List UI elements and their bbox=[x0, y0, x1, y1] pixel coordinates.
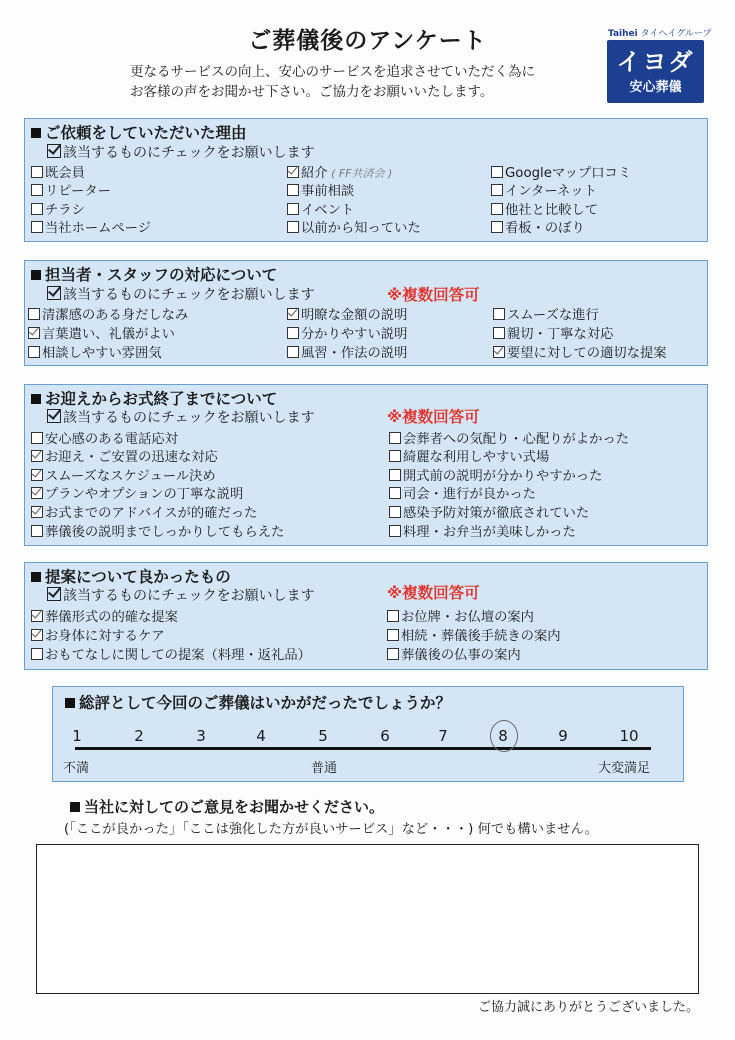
option-checkbox[interactable] bbox=[287, 220, 421, 238]
rating-label-high: 大変満足 bbox=[598, 761, 651, 776]
option-label: お式までのアドバイスが的確だった bbox=[45, 506, 258, 521]
option-checkbox[interactable] bbox=[31, 647, 311, 665]
checkbox-icon[interactable] bbox=[31, 184, 43, 196]
checked-checkbox-icon[interactable] bbox=[28, 327, 40, 339]
rating-number[interactable]: 1 bbox=[72, 727, 82, 745]
option-checkbox[interactable] bbox=[287, 345, 407, 363]
option-checkbox[interactable] bbox=[28, 307, 188, 325]
option-checkbox[interactable] bbox=[31, 202, 85, 220]
checkbox-icon[interactable] bbox=[493, 308, 505, 320]
checkbox-icon[interactable] bbox=[491, 166, 503, 178]
option-label: 相続・葬儀後手続きの案内 bbox=[401, 629, 561, 644]
option-label: イベント bbox=[301, 203, 355, 218]
checked-checkbox-icon[interactable] bbox=[287, 308, 299, 320]
rating-label-low: 不満 bbox=[63, 761, 90, 776]
checkbox-icon[interactable] bbox=[387, 629, 399, 641]
rating-number[interactable]: 8 bbox=[498, 727, 508, 745]
option-checkbox[interactable] bbox=[493, 345, 667, 363]
option-label: スムーズなスケジュール決め bbox=[45, 469, 216, 484]
option-label: 開式前の説明が分かりやすかった bbox=[403, 469, 603, 484]
rating-number[interactable]: 10 bbox=[619, 727, 639, 745]
rating-scale-line bbox=[75, 747, 651, 750]
option-label: 言葉遣い、礼儀がよい bbox=[42, 327, 175, 342]
option-checkbox[interactable] bbox=[287, 326, 407, 344]
section-subtitle: 該当するものにチェックをお願いします bbox=[47, 585, 315, 605]
opinion-title: 当社に対してのご意見をお聞かせください。 bbox=[70, 796, 384, 817]
brand-group-suffix: タイヘイグループ bbox=[640, 29, 712, 39]
option-checkbox[interactable] bbox=[491, 183, 597, 201]
multiple-answer-note: ※複数回答可 bbox=[387, 408, 480, 426]
option-checkbox[interactable] bbox=[389, 449, 549, 467]
checked-checkbox-icon[interactable] bbox=[31, 506, 43, 518]
checkbox-icon[interactable] bbox=[287, 221, 299, 233]
section-title: 提案について良かったもの bbox=[31, 565, 231, 587]
option-label: 相談しやすい雰囲気 bbox=[42, 346, 162, 361]
checkmark-icon bbox=[47, 587, 61, 601]
option-checkbox[interactable] bbox=[31, 609, 178, 627]
checkmark-icon bbox=[47, 409, 61, 423]
option-checkbox[interactable] bbox=[493, 326, 613, 344]
section-title: 担当者・スタッフの対応について bbox=[31, 263, 277, 285]
checkbox-icon[interactable] bbox=[491, 203, 503, 215]
checked-checkbox-icon[interactable] bbox=[31, 629, 43, 641]
option-checkbox[interactable] bbox=[287, 202, 354, 220]
checkbox-icon[interactable] bbox=[491, 221, 503, 233]
checkbox-icon[interactable] bbox=[389, 487, 401, 499]
selected-circle-mark bbox=[490, 720, 518, 752]
option-label: お迎え・ご安置の迅速な対応 bbox=[45, 450, 218, 465]
option-checkbox[interactable] bbox=[31, 183, 111, 201]
checkbox-icon[interactable] bbox=[389, 450, 401, 462]
option-checkbox[interactable] bbox=[287, 165, 392, 183]
checkbox-icon[interactable] bbox=[31, 166, 43, 178]
option-label: 明瞭な金額の説明 bbox=[301, 308, 408, 323]
checkbox-icon[interactable] bbox=[387, 610, 399, 622]
square-bullet-icon bbox=[31, 128, 41, 138]
checked-checkbox-icon[interactable] bbox=[31, 610, 43, 622]
option-label: 分かりやすい説明 bbox=[301, 327, 408, 342]
checkbox-icon[interactable] bbox=[31, 648, 43, 660]
checkbox-icon[interactable] bbox=[287, 184, 299, 196]
rating-number[interactable]: 6 bbox=[380, 727, 390, 745]
option-label: 当社ホームページ bbox=[45, 221, 152, 236]
checkmark-icon bbox=[47, 144, 61, 158]
intro-line-1: 更なるサービスの向上、安心のサービスを追求させていただく為に bbox=[130, 64, 535, 80]
option-checkbox[interactable] bbox=[387, 628, 561, 646]
option-label: 以前から知っていた bbox=[301, 221, 421, 236]
page-title: ご葬儀後のアンケート bbox=[248, 28, 487, 54]
opinion-subtitle: (「ここが良かった」「ここは強化した方が良いサービス」など・・・) 何でも構いません。 bbox=[64, 822, 598, 837]
option-checkbox[interactable] bbox=[287, 307, 407, 325]
handwritten-note: ( FF共済会 ) bbox=[327, 167, 393, 180]
option-checkbox[interactable] bbox=[491, 220, 585, 238]
checkbox-icon[interactable] bbox=[287, 346, 299, 358]
option-checkbox[interactable] bbox=[389, 524, 576, 542]
checkbox-icon[interactable] bbox=[387, 648, 399, 660]
checkbox-icon[interactable] bbox=[31, 203, 43, 215]
option-checkbox[interactable] bbox=[28, 326, 175, 344]
rating-number[interactable]: 9 bbox=[558, 727, 568, 745]
option-label: チラシ bbox=[45, 203, 85, 218]
checkbox-icon[interactable] bbox=[389, 432, 401, 444]
checkbox-icon[interactable] bbox=[31, 525, 43, 537]
square-bullet-icon bbox=[31, 394, 41, 404]
checked-checkbox-icon[interactable] bbox=[31, 450, 43, 462]
option-checkbox[interactable] bbox=[31, 628, 165, 646]
option-checkbox[interactable] bbox=[31, 486, 243, 504]
checked-checkbox-icon[interactable] bbox=[31, 469, 43, 481]
option-checkbox[interactable] bbox=[389, 431, 629, 449]
rating-label-mid: 普通 bbox=[311, 761, 338, 776]
square-bullet-icon bbox=[70, 802, 80, 812]
logo-main-text: イヨダ bbox=[616, 48, 695, 76]
option-label: お位牌・お仏壇の案内 bbox=[401, 610, 534, 625]
checked-checkbox-icon[interactable] bbox=[31, 487, 43, 499]
option-label: 綺麗な利用しやすい式場 bbox=[403, 450, 550, 465]
option-checkbox[interactable] bbox=[287, 183, 354, 201]
checkbox-icon[interactable] bbox=[389, 506, 401, 518]
section-title: ご依頼をしていただいた理由 bbox=[31, 121, 247, 143]
multiple-answer-note: ※複数回答可 bbox=[387, 286, 480, 304]
checkbox-icon[interactable] bbox=[28, 346, 40, 358]
option-checkbox[interactable] bbox=[389, 505, 589, 523]
checkbox-icon[interactable] bbox=[491, 184, 503, 196]
option-checkbox[interactable] bbox=[491, 202, 598, 220]
rating-question: 総評として今回のご葬儀はいかがだったでしょうか？ bbox=[65, 691, 451, 713]
logo-sub-text: 安心葬儀 bbox=[629, 80, 682, 95]
option-label: 司会・進行が良かった bbox=[403, 487, 536, 502]
option-label: 葬儀後の仏事の案内 bbox=[401, 648, 521, 663]
option-checkbox[interactable] bbox=[31, 449, 218, 467]
rating-number[interactable]: 4 bbox=[256, 727, 266, 745]
option-label: 料理・お弁当が美味しかった bbox=[403, 525, 576, 540]
option-checkbox[interactable] bbox=[31, 165, 85, 183]
option-label: 看板・のぼり bbox=[505, 221, 585, 236]
option-checkbox[interactable] bbox=[31, 468, 216, 486]
section-subtitle: 該当するものにチェックをお願いします bbox=[47, 142, 315, 162]
checked-checkbox-icon[interactable] bbox=[287, 166, 299, 178]
section-staff bbox=[24, 260, 708, 366]
square-bullet-icon bbox=[31, 572, 41, 582]
checkbox-icon[interactable] bbox=[31, 221, 43, 233]
section-ceremony bbox=[24, 384, 708, 546]
section-proposal bbox=[24, 562, 708, 670]
section-subtitle: 該当するものにチェックをお願いします bbox=[47, 407, 315, 427]
checkbox-icon[interactable] bbox=[31, 432, 43, 444]
option-label: 風習・作法の説明 bbox=[301, 346, 408, 361]
square-bullet-icon bbox=[65, 698, 75, 708]
rating-number[interactable]: 7 bbox=[438, 727, 448, 745]
option-label: 安心感のある電話応対 bbox=[45, 432, 178, 447]
option-label: インターネット bbox=[505, 184, 597, 199]
intro-line-2: お客様の声をお聞かせ下さい。ご協力をお願いいたします。 bbox=[130, 84, 494, 100]
option-label: スムーズな進行 bbox=[507, 308, 599, 323]
option-label: 会葬者への気配り・心配りがよかった bbox=[403, 432, 630, 447]
option-checkbox[interactable] bbox=[389, 486, 536, 504]
option-label: 他社と比較して bbox=[505, 203, 599, 218]
option-label: 事前相談 bbox=[301, 184, 355, 199]
option-label: おもてなしに関しての提案（料理・返礼品） bbox=[45, 648, 311, 663]
option-label: 感染予防対策が徹底されていた bbox=[403, 506, 590, 521]
option-checkbox[interactable] bbox=[31, 524, 284, 542]
option-label: 既会員 bbox=[45, 166, 85, 181]
checkbox-icon[interactable] bbox=[287, 203, 299, 215]
brand-group-name: Taihei bbox=[608, 29, 638, 39]
section-title: お迎えからお式終了までについて bbox=[31, 387, 277, 409]
option-label: 清潔感のある身だしなみ bbox=[42, 308, 189, 323]
option-checkbox[interactable] bbox=[387, 609, 534, 627]
multiple-answer-note: ※複数回答可 bbox=[387, 584, 480, 602]
thanks-message: ご協力誠にありがとうございました。 bbox=[478, 1000, 700, 1015]
option-checkbox[interactable] bbox=[491, 165, 631, 183]
overall-rating bbox=[52, 686, 684, 782]
option-label: お身体に対するケア bbox=[45, 629, 165, 644]
option-checkbox[interactable] bbox=[387, 647, 521, 665]
intro-text bbox=[130, 62, 600, 102]
company-logo bbox=[607, 40, 704, 103]
option-label: 親切・丁寧な対応 bbox=[507, 327, 614, 342]
rating-number[interactable]: 2 bbox=[134, 727, 144, 745]
section-reason bbox=[24, 118, 708, 242]
brand-group bbox=[608, 26, 712, 39]
option-label: 要望に対しての適切な提案 bbox=[507, 346, 667, 361]
checkbox-icon[interactable] bbox=[287, 327, 299, 339]
option-checkbox[interactable] bbox=[28, 345, 162, 363]
rating-number[interactable]: 3 bbox=[196, 727, 206, 745]
option-label: プランやオプションの丁寧な説明 bbox=[45, 487, 244, 502]
option-label: リピーター bbox=[45, 184, 111, 199]
option-checkbox[interactable] bbox=[31, 505, 257, 523]
checkbox-icon[interactable] bbox=[493, 327, 505, 339]
checked-checkbox-icon[interactable] bbox=[493, 346, 505, 358]
checkmark-icon bbox=[47, 286, 61, 300]
comment-textarea[interactable] bbox=[36, 844, 699, 994]
option-checkbox[interactable] bbox=[389, 468, 602, 486]
rating-number[interactable]: 5 bbox=[318, 727, 328, 745]
option-label: Googleマップ口コミ bbox=[505, 166, 632, 181]
checkbox-icon[interactable] bbox=[389, 469, 401, 481]
option-label: 紹介 bbox=[301, 166, 328, 181]
option-label: 葬儀後の説明までしっかりしてもらえた bbox=[45, 525, 285, 540]
checkbox-icon[interactable] bbox=[389, 525, 401, 537]
option-checkbox[interactable] bbox=[493, 307, 599, 325]
option-checkbox[interactable] bbox=[31, 431, 178, 449]
checkbox-icon[interactable] bbox=[28, 308, 40, 320]
option-checkbox[interactable] bbox=[31, 220, 151, 238]
option-label: 葬儀形式の的確な提案 bbox=[45, 610, 178, 625]
section-subtitle: 該当するものにチェックをお願いします bbox=[47, 284, 315, 304]
square-bullet-icon bbox=[31, 270, 41, 280]
